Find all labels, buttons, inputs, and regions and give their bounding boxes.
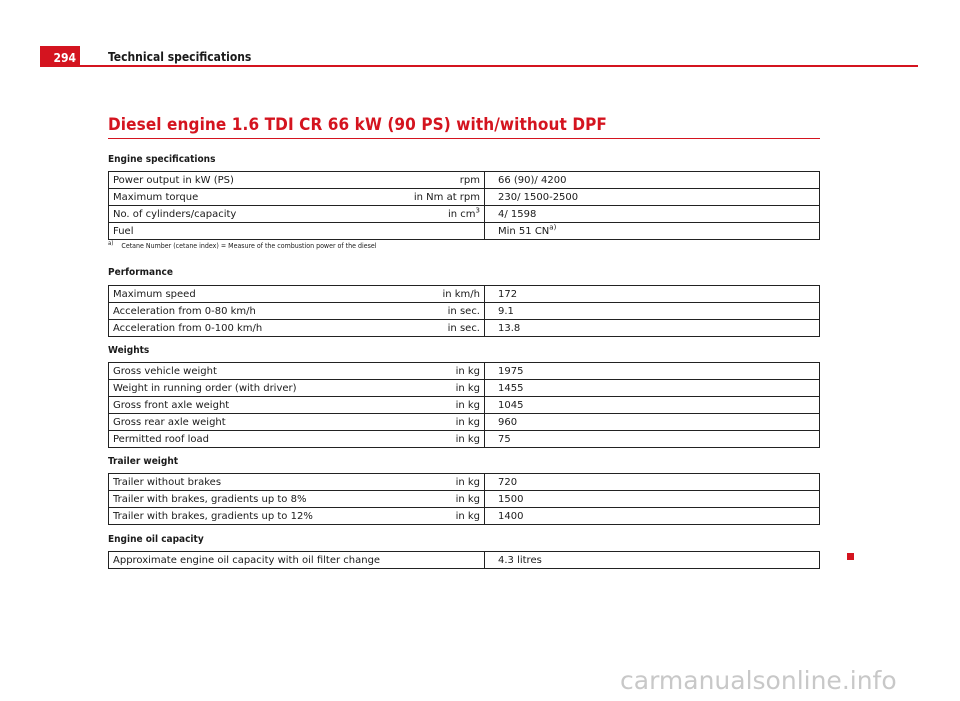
- trailer-weight-table: [108, 473, 820, 525]
- row-value: 1045: [485, 397, 820, 414]
- table-row: [109, 303, 820, 320]
- row-unit: in Nm at rpm: [367, 189, 485, 206]
- row-value: 4.3 litres: [485, 552, 820, 569]
- oil-capacity-table: [108, 551, 820, 569]
- table-row: [109, 189, 820, 206]
- row-unit: in kg: [367, 508, 485, 525]
- performance-table: [108, 285, 820, 337]
- engine-specs-table: [108, 171, 820, 240]
- row-value: 1500: [485, 491, 820, 508]
- page-number: 294: [40, 46, 80, 67]
- trailer-weight-heading: Trailer weight: [108, 456, 179, 467]
- row-unit: in sec.: [367, 320, 485, 337]
- row-label: Power output in kW (PS): [109, 172, 368, 189]
- row-value: 75: [485, 431, 820, 448]
- title-rule: [108, 138, 820, 139]
- table-row: [109, 380, 820, 397]
- performance-heading: Performance: [108, 267, 173, 278]
- row-value: 1975: [485, 363, 820, 380]
- weights-heading: Weights: [108, 345, 150, 356]
- row-unit: in km/h: [367, 286, 485, 303]
- weights-table: [108, 362, 820, 448]
- row-value: 9.1: [485, 303, 820, 320]
- oil-capacity-heading: Engine oil capacity: [108, 534, 204, 545]
- engine-specs-heading: Engine specifications: [108, 154, 216, 165]
- row-label: Acceleration from 0-100 km/h: [109, 320, 368, 337]
- table-row: [109, 172, 820, 189]
- row-unit: in sec.: [367, 303, 485, 320]
- row-unit: in kg: [367, 414, 485, 431]
- row-label: Maximum torque: [109, 189, 368, 206]
- row-label: Gross rear axle weight: [109, 414, 368, 431]
- row-unit: in kg: [367, 491, 485, 508]
- row-unit: [367, 223, 485, 240]
- footnote-text: Cetane Number (cetane index) = Measure of the combustion power of the diesel: [121, 242, 377, 250]
- table-row: [109, 474, 820, 491]
- table-row: [109, 363, 820, 380]
- table-row: [109, 223, 820, 240]
- row-unit: in kg: [367, 431, 485, 448]
- table-row: [109, 286, 820, 303]
- watermark: carmanualsonline.info: [620, 666, 897, 695]
- page-title: Diesel engine 1.6 TDI CR 66 kW (90 PS) with/without DPF: [108, 115, 607, 135]
- table-row: [109, 431, 820, 448]
- row-label: Gross front axle weight: [109, 397, 368, 414]
- row-label: Maximum speed: [109, 286, 368, 303]
- row-unit: [367, 206, 485, 223]
- row-unit: in kg: [367, 380, 485, 397]
- row-label: Trailer with brakes, gradients up to 12%: [109, 508, 368, 525]
- row-value: 1455: [485, 380, 820, 397]
- row-unit: in kg: [367, 363, 485, 380]
- unit-text: in cm: [447, 208, 476, 220]
- end-of-section-marker: [847, 553, 854, 560]
- header-section-title: Technical specifications: [108, 50, 252, 64]
- table-row: [109, 397, 820, 414]
- row-label: Trailer with brakes, gradients up to 8%: [109, 491, 368, 508]
- row-value: 13.8: [485, 320, 820, 337]
- row-label: Fuel: [109, 223, 368, 240]
- row-unit: in kg: [367, 474, 485, 491]
- row-value: 720: [485, 474, 820, 491]
- row-label: Permitted roof load: [109, 431, 368, 448]
- row-label: Weight in running order (with driver): [109, 380, 368, 397]
- row-value: [485, 223, 820, 240]
- row-unit: rpm: [367, 172, 485, 189]
- table-row: [109, 552, 820, 569]
- value-text: Min 51 CN: [498, 225, 550, 237]
- table-row: [109, 491, 820, 508]
- row-value: 172: [485, 286, 820, 303]
- row-value: 230/ 1500-2500: [485, 189, 820, 206]
- row-value: 960: [485, 414, 820, 431]
- row-value: 66 (90)/ 4200: [485, 172, 820, 189]
- header-rule: [80, 65, 918, 67]
- row-label: Trailer without brakes: [109, 474, 368, 491]
- table-row: [109, 508, 820, 525]
- row-unit: in kg: [367, 397, 485, 414]
- table-row: [109, 320, 820, 337]
- row-label: No. of cylinders/capacity: [109, 206, 368, 223]
- footnote: [108, 242, 376, 250]
- table-row: [109, 206, 820, 223]
- table-row: [109, 414, 820, 431]
- row-value: 4/ 1598: [485, 206, 820, 223]
- row-value: 1400: [485, 508, 820, 525]
- footnote-mark: a): [108, 240, 114, 247]
- row-label: Gross vehicle weight: [109, 363, 368, 380]
- row-label: Approximate engine oil capacity with oil filter change: [109, 552, 485, 569]
- row-label: Acceleration from 0-80 km/h: [109, 303, 368, 320]
- footnote-reference: a): [549, 223, 557, 232]
- page-header: [40, 46, 918, 67]
- unit-superscript: 3: [475, 206, 480, 215]
